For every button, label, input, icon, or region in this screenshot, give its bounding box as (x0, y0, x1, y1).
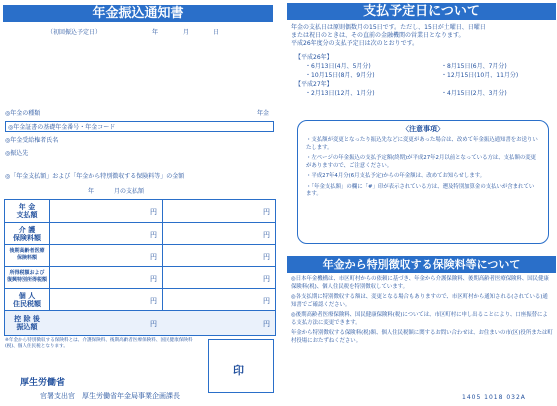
note-item: ・平成27年4月分(6月支払予定)からの年金額は、改めてお知らせします。 (306, 173, 486, 179)
bank-account-label: ◎振込先 (5, 150, 29, 157)
insurance-text: ◎日本年金機構は、市区町村からの依頼に基づき、年金から介護保険料、後期高齢者医療保険料、国民健康保険料(税)、個人住民税を特別徴収しています。 ◎各支払期に特別徴収する額は、変更となる場合もありますので、市区町村から通知される(されている)通知書でご確認ください。 ◎後期高齢者医療保険料、国民健康保険料(税)については、市区町村に申し出ることにより、口座振替による支払方法に変更できます。 年金から特別徴収する保険料(税)額、個人住民税額に関するお問い合わせは、お住まいの市(区)役所または町村役場におたずねください。 (291, 276, 553, 344)
schedule-title-bar (287, 3, 556, 20)
notes-box (297, 120, 549, 244)
table-row: 年 金 支払額 円 円 (16, 203, 270, 219)
footnote: ※年金から特別徴収する保険料とは、介護保険料、後期高齢者医療保険料、国民健康保険料(税)、個人住民税となります。 (5, 338, 193, 349)
notice-title-bar (3, 5, 273, 22)
note-item: ・「年金支払額」の欄に「#」印が表示されている方は、遡及特別加算金の支払いが含まれています。 (306, 183, 535, 197)
table-row: 所得税額および 復興特別所得税額 円 円 (5, 266, 275, 289)
schedule-title: 支払予定日について (363, 4, 480, 19)
amount-heading: ◎「年金支払額」および「年金から特別徴収する保険料等」の金額 (5, 173, 185, 180)
table-header: 年 月の支払額 (88, 188, 144, 195)
notice-title: 年金振込通知書 (92, 6, 184, 21)
ministry-name: 厚生労働省 (20, 378, 66, 388)
document-code: 1405 1018 032A (462, 394, 526, 401)
recipient-name-label: ◎年金受給権者氏名 (5, 137, 59, 144)
table-row: 控 除 後 振込額 円 円 (5, 310, 275, 335)
stamp-seal-label: 印 (233, 364, 244, 377)
official-name: 官署支出官 厚生労働省年金局事業企画課長 (40, 392, 180, 400)
table-row: 個 人 住民税額 円 円 (5, 288, 275, 311)
table-row: 後期高齢者医療 保険料額 円 円 (5, 244, 275, 267)
pension-type-suffix: 年金 (257, 110, 270, 117)
schedule-list: 【平成26年】 ・6月13日(4月、5月分) ・8月15日(6月、7月分) ・10月15日(8月、9月分) ・12月15日(10月、11月分) 【平成27年】 ・2月13日(12月、1月分) ・4月15日(2月、3月分) (295, 54, 519, 97)
note-item: ・支払額が変更となったり振込先などに変更があった場合は、改めて年金振込通知書をお送りいたします。 (306, 137, 538, 151)
insurance-title-bar (287, 256, 556, 273)
note-item: ・左ページの年金振込の支払予定額(終期)が平成27年2月以前となっている方は、支払額の変更がありますので、ご注意ください。 (306, 155, 537, 169)
pension-type-label: ◎年金の種類 (5, 110, 41, 117)
stamp-box (208, 339, 274, 393)
insurance-title: 年金から特別徴収する保険料等について (322, 258, 521, 271)
basic-pension-number-label: ◎年金証書の基礎年金番号・年金コード (5, 121, 274, 132)
right-panel (287, 0, 557, 406)
amount-table (4, 199, 276, 336)
first-payment-date-line: （初回振込予定日） 年 月 日 (47, 29, 220, 36)
table-row: 介 護 保険料額 円 円 (5, 222, 275, 245)
schedule-intro: 年金の支払日は原則偶数月の15日です。ただし、15日が土曜日、日曜日 または祝日のときは、その直前の金融機関の営業日となります。 平成26年度分の支払予定日は次のとおりです。 (291, 24, 486, 47)
notes-title: 〈注意事項〉 (402, 125, 444, 133)
